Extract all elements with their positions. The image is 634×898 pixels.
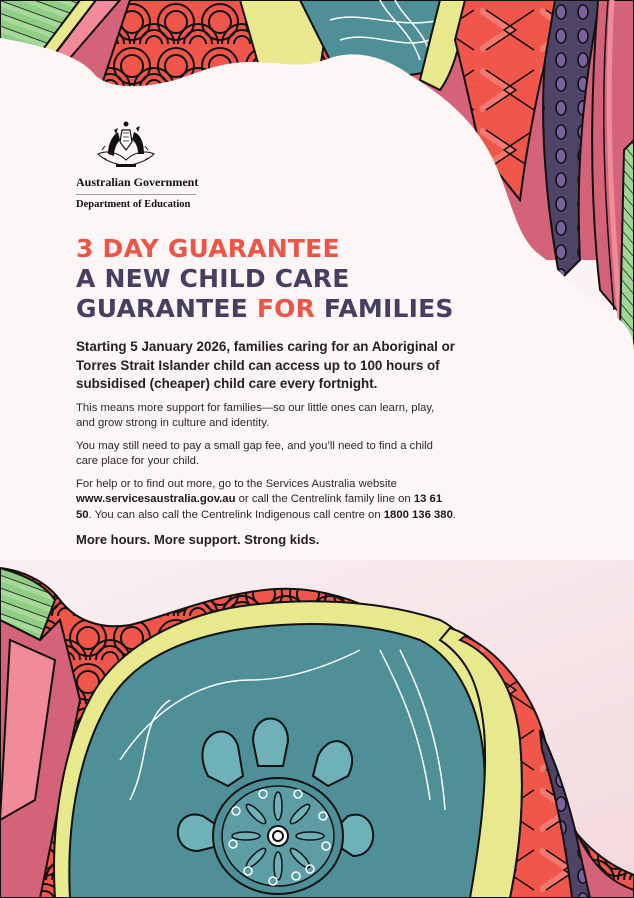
help-text-3: . You can also call the Centrelink Indigenous call centre on — [88, 508, 384, 521]
support-paragraph: This means more support for families—so our little ones can learn, play, and grow strong in culture and identity. — [76, 401, 435, 429]
lead-paragraph: Starting 5 January 2026, families caring for an Aboriginal or Torres Strait Islander child can access up to 100 hours of subsidised (cheaper) child care every fortnight. — [76, 339, 456, 391]
flyer-content — [76, 120, 456, 547]
government-name: Australian Government — [76, 175, 196, 195]
indigenous-line-number: 1800 136 380 — [383, 508, 453, 521]
department-name: Department of Education — [76, 199, 191, 210]
family-line-number: 13 61 50 — [76, 493, 443, 521]
tagline: More hours. More support. Strong kids. — [76, 532, 320, 547]
gap-fee-paragraph: You may still need to pay a small gap fee, and you’ll need to find a child care place for your child. — [76, 439, 433, 467]
coat-of-arms-icon — [78, 120, 174, 172]
help-text-4: . — [452, 508, 456, 521]
headline-line-3-part-1: GUARANTEE — [76, 294, 257, 323]
page-title — [76, 234, 456, 324]
headline-line-1: 3 DAY GUARANTEE — [76, 234, 340, 263]
headline-line-3 — [76, 294, 456, 324]
help-text-2: or call the Centrelink family line on — [235, 493, 414, 505]
headline-line-3-part-2: FAMILIES — [315, 294, 454, 323]
headline-highlight-for: FOR — [256, 294, 316, 323]
help-text-1: For help or to find out more, go to the Services Australia website — [76, 477, 397, 490]
headline-line-2: A NEW CHILD CARE — [76, 264, 350, 293]
bottom-artwork — [0, 568, 634, 898]
services-australia-link[interactable]: www.servicesaustralia.gov.au — [76, 493, 236, 505]
help-paragraph — [76, 477, 456, 524]
